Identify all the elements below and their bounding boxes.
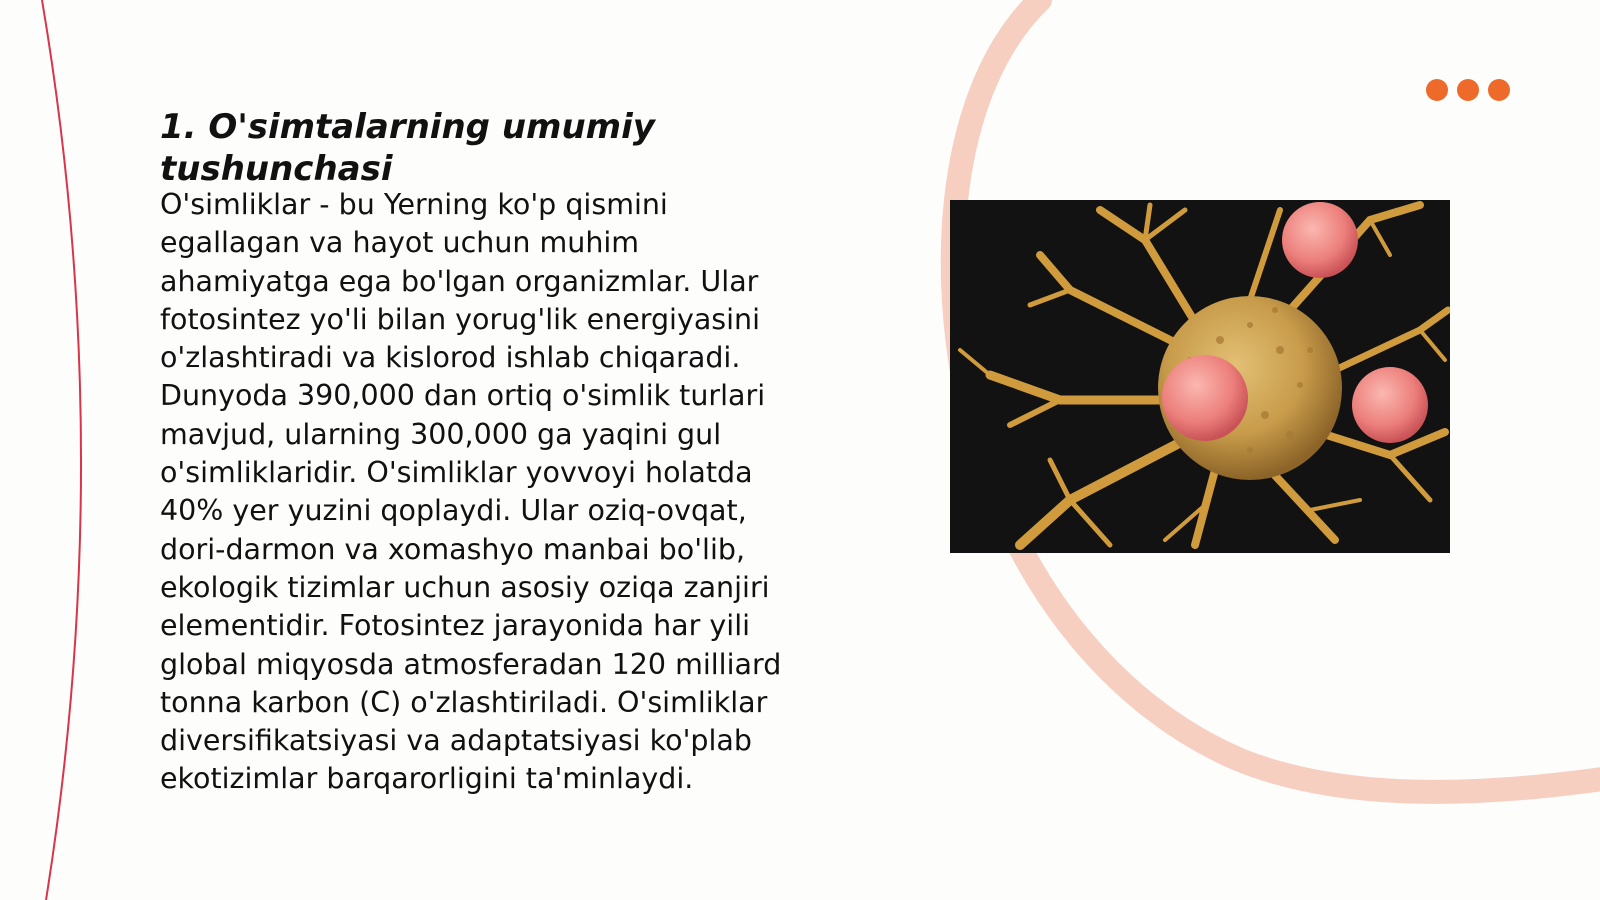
dot-icon (1488, 79, 1510, 101)
cell-micrograph-illustration (950, 200, 1450, 553)
slide-title: 1. O'simtalarning umumiy tushunchasi (160, 107, 655, 189)
slide-body-text: O'simliklar - bu Yerning ko'p qismini egallagan va hayot uchun muhim ahamiyatga ega bo'lgan organizmlar. Ular fotosintez yo'li bilan yorug'lik energiyasini o'zlashtiradi va kislorod ishlab chiqaradi. Dunyoda 390,000 dan ortiq o'simlik turlari mavjud, ularning 300,000 ga yaqini gul o'simliklaridir. O'simliklar yovvoyi holatda 40% yer yuzini qoplaydi. Ular oziq-ovqat, dori-darmon va xomashyo manbai bo'lib, ekologik tizimlar uchun asosiy oziqa zanjiri elementidir. Fotosintez jarayonida har yili global miqyosda atmosferadan 120 milliard tonna karbon (C) o'zlashtiriladi. O'simliklar diversifikatsiyasi va adaptatsiyasi ko'plab ekotizimlar barqarorligini ta'minlaydi. (160, 188, 782, 796)
cell-micrograph-image (950, 200, 1450, 553)
dots-menu-icon (1426, 79, 1510, 101)
dot-icon (1457, 79, 1479, 101)
dot-icon (1426, 79, 1448, 101)
left-curve-line (42, 0, 81, 900)
